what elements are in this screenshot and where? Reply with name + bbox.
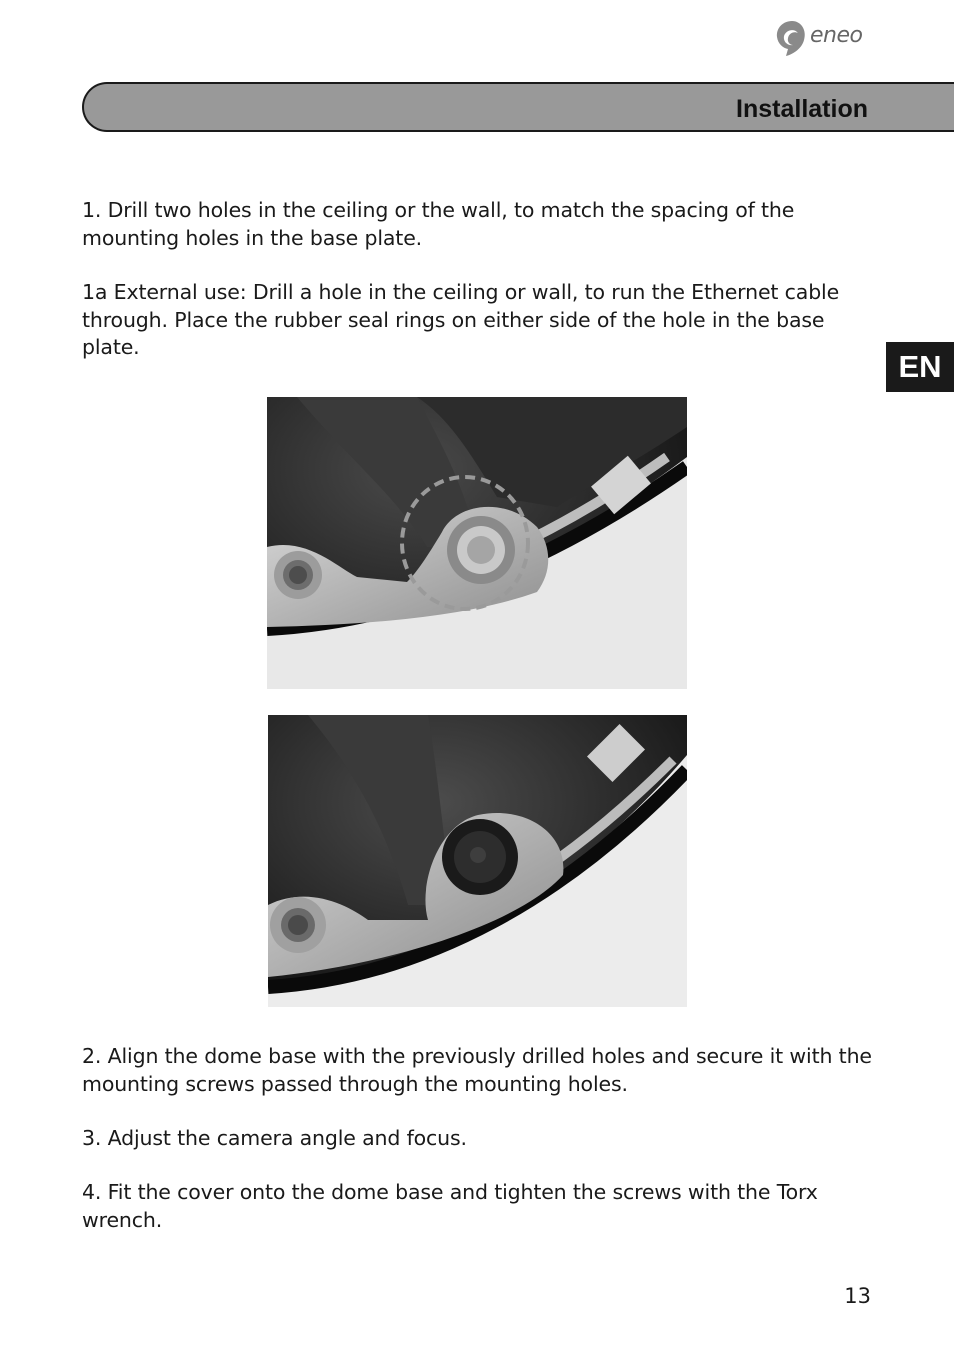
step-1-text: 1. Drill two holes in the ceiling or the wall, to match the spacing of the mounting holes in the base plate.: [82, 198, 795, 250]
language-tab: EN: [886, 342, 954, 392]
section-header-bar: [82, 82, 954, 132]
eneo-logo-icon: [774, 18, 810, 58]
section-title: Installation: [736, 95, 868, 123]
step-1a-text: 1a External use: Drill a hole in the ceiling or wall, to run the Ethernet cable through. Place the rubber seal rings on either side of the hole in the base plate.: [82, 280, 840, 359]
eneo-logo: [774, 18, 884, 58]
step-4-text: 4. Fit the cover onto the dome base and tighten the screws with the Torx wrench.: [82, 1180, 818, 1232]
brand-name: eneo: [810, 23, 863, 48]
base-plate-hole-photo: [267, 397, 687, 689]
step-2-text: 2. Align the dome base with the previously drilled holes and secure it with the mounting screws passed through the mounting holes.: [82, 1044, 872, 1096]
step-3-text: 3. Adjust the camera angle and focus.: [82, 1126, 467, 1150]
page-number: 13: [844, 1284, 871, 1308]
base-plate-seal-photo: [268, 715, 687, 1007]
